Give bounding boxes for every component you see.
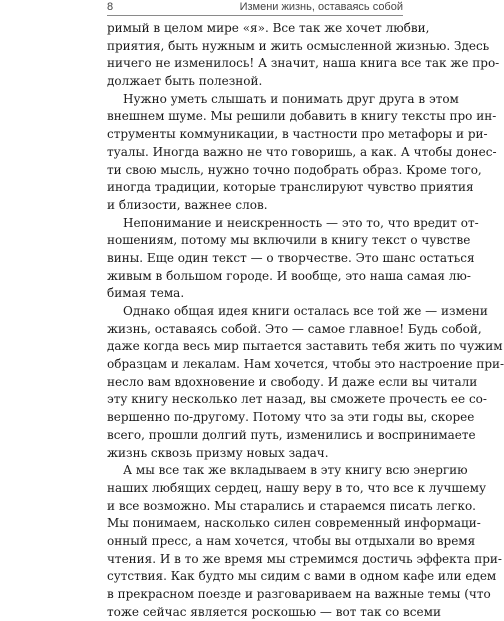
text-line: Мы понимаем, насколько силен современный информаци- [107,516,481,531]
text-line: жизнь сквозь призму новых задач. [107,445,329,460]
text-line: должает быть полезной. [107,74,263,89]
text-line: приятия, быть нужным и жить осмысленной жизнью. Здесь [107,38,490,53]
text-line: жизнь, оставаясь собой. Это — самое главное! Будь собой, [107,321,482,336]
text-line: вины. Еще один текст — о творчестве. Это шанс остаться [107,250,475,265]
page-number: 8 [107,1,114,13]
text-line: даже когда весь мир пытается заставить тебя жить по чужим [107,339,503,354]
text-line: чтения. И в то же время мы стремимся достичь эффекта при- [107,551,502,566]
text-line: тоже сейчас является роскошью — вот так со всеми [107,604,441,619]
text-line: эту книгу несколько лет назад, вы сможете прочесть ее со- [107,392,487,407]
text-line: Нужно уметь слышать и понимать друг друга в этом [123,91,459,106]
text-line: ти свою мысль, нужно точно подобрать образ. Кроме того, [107,162,482,177]
text-line: ничего не изменилось! А значит, наша книга все так же про- [107,56,500,71]
text-line: ношениям, потому мы включили в книгу текст о чувстве [107,233,471,248]
text-line: живым в большом городе. И вообще, это наша самая лю- [107,268,471,283]
text-line: образцам и лекалам. Нам хочется, чтобы это настроение при- [107,357,504,372]
text-line: струменты коммуникации, в частности про метафоры и ри- [107,127,488,142]
header-rule [107,15,403,16]
text-line: и все возможно. Мы старались и стараемся писать легко. [107,498,476,513]
text-line: внешнем шуме. Мы решили добавить в книгу тексты про ин- [107,109,497,124]
text-line: римый в целом мире «я». Все так же хочет любви, [107,21,430,35]
text-line: в прекрасном поезде и разговариваем на важные темы (что [107,587,491,601]
text-line: бимая тема. [107,286,185,301]
running-title: Измени жизнь, оставаясь собой [239,1,403,13]
text-line: туалы. Иногда важно не что говоришь, а как. А чтобы донес- [107,144,497,159]
running-head [107,0,403,14]
text-line: А мы все так же вкладываем в эту книгу всю энергию [123,463,468,478]
text-line: несло вам вдохновение и свободу. И даже если вы читали [107,374,478,389]
text-line: всего, прошли долгий путь, изменились и воспринимаете [107,427,476,442]
text-line: онный пресс, а нам хочется, чтобы вы отдыхали во время [107,533,476,548]
text-line: сутствия. Как будто мы сидим с вами в одном кафе или едем [107,569,497,584]
text-line: наших любящих сердец, нашу веру в то, что все к лучшему [107,480,487,495]
text-line: Однако общая идея книги осталась все той же — измени [123,304,488,318]
text-line: иногда традиции, которые транслируют чувство приятия [107,180,474,195]
text-line: вершенно по-другому. Потому что за эти годы вы, скорее [107,410,475,425]
text-line: и близости, важнее слов. [107,197,268,212]
body-text [107,20,504,621]
text-line: Непонимание и неискренность — это то, что вредит от- [123,215,479,230]
